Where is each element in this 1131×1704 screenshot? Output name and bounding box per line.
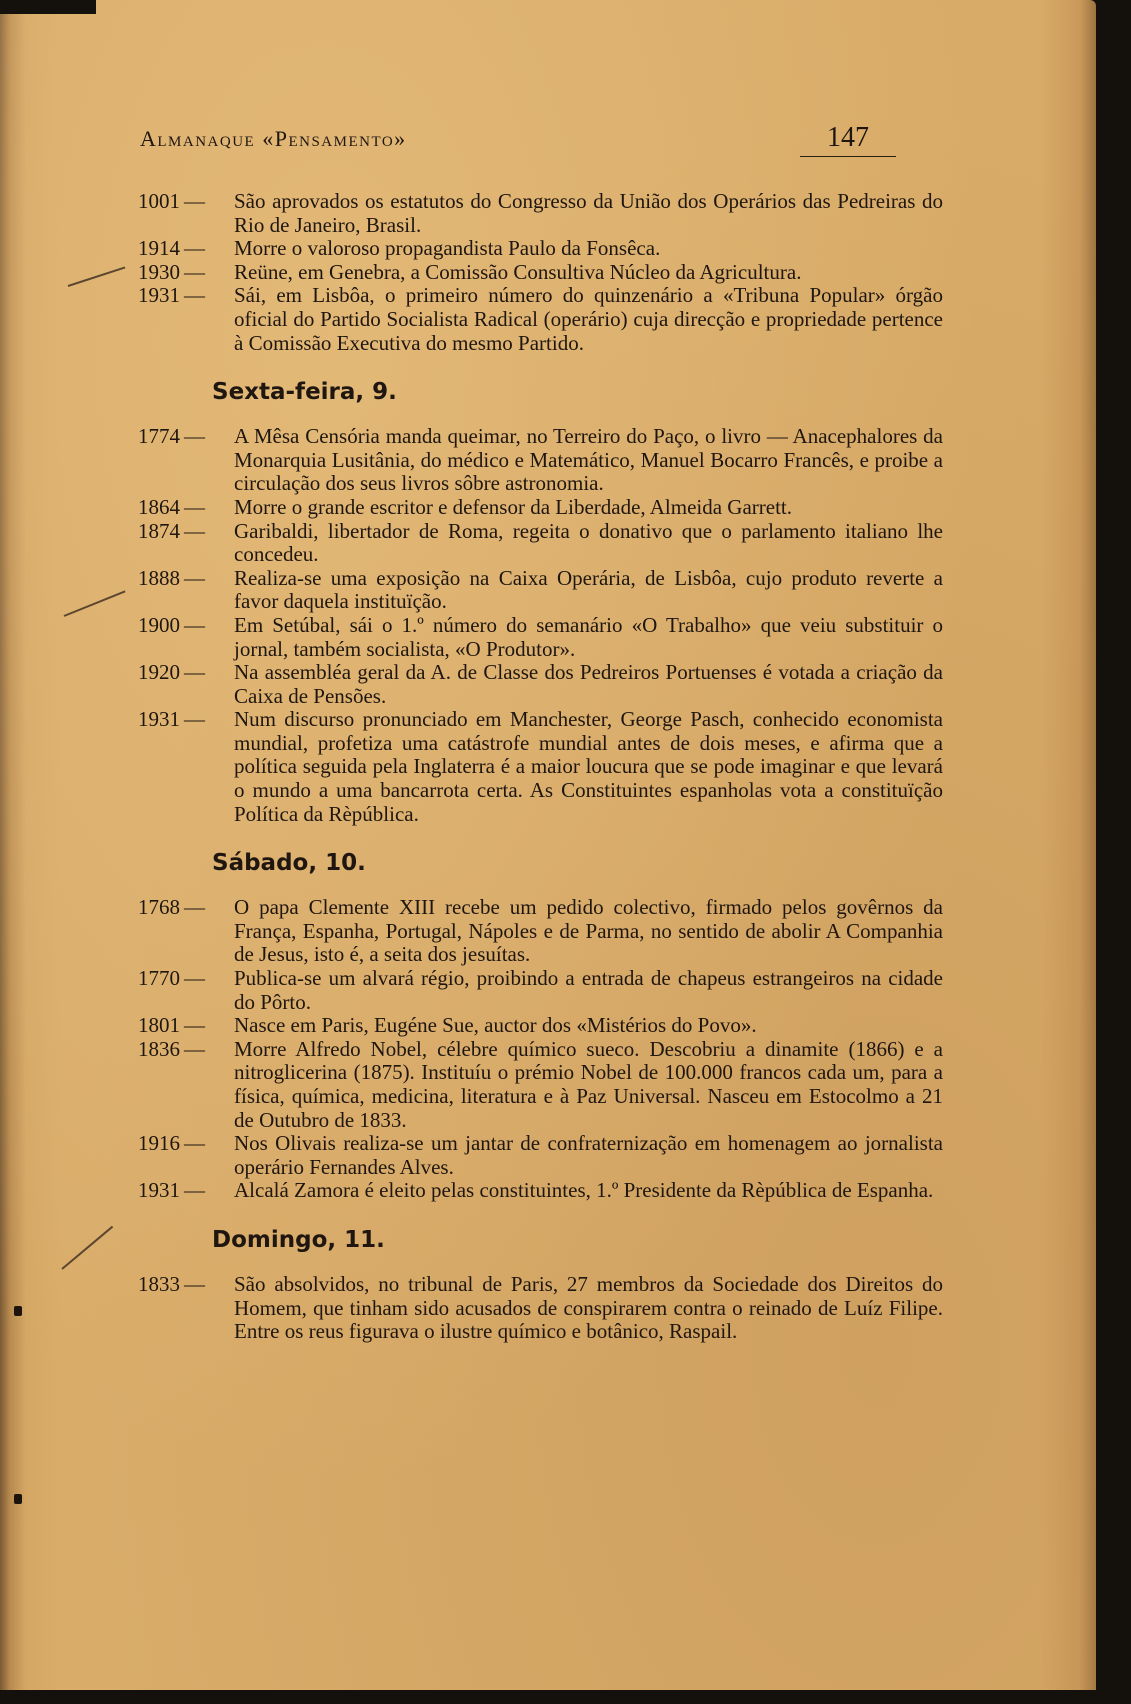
entry-year: 1001 <box>138 189 180 213</box>
entry-dash: — <box>184 518 205 543</box>
entry-year: 1770 <box>138 966 180 991</box>
running-title: Almanaque «Pensamento» <box>140 126 407 151</box>
entry-dash: — <box>184 1131 205 1156</box>
entry-text: Alcalá Zamora é eleito pelas constituintes, 1.º Presidente da Rèpública de Espanha. <box>234 1178 934 1203</box>
entry-text: Em Setúbal, sái o 1.º número do semanário «O Trabalho» que veiu substituir o jornal, também socialista, «O Produtor». <box>234 612 943 661</box>
day-heading: Sexta-feira, 9. <box>212 379 397 406</box>
page-content <box>138 190 943 1344</box>
chronology-entry <box>138 261 943 285</box>
entry-text: Nos Olivais realiza-se um jantar de confraternização em homenagem ao jornalista operário Fernandes Alves. <box>234 1131 943 1179</box>
day-heading: Domingo, 11. <box>212 1226 385 1253</box>
page-number: 147 <box>800 122 896 157</box>
binding-hole <box>14 1306 22 1316</box>
entry-dash: — <box>184 424 205 449</box>
entry-text: São absolvidos, no tribunal de Paris, 27 membros da Sociedade dos Direitos do Homem, que tinham sido acusados de conspirarem contra o reinado de Luíz Filipe. Entre os reus figurava o ilustre químico e botânico, Raspail. <box>234 1271 943 1344</box>
chronology-entry <box>138 520 943 567</box>
chronology-entry <box>138 284 943 355</box>
entry-year: 1836 <box>138 1036 180 1061</box>
entry-year: 1801 <box>138 1013 180 1038</box>
chronology-entry <box>138 1014 943 1038</box>
chronology-entry <box>138 496 943 520</box>
entry-year: 1916 <box>138 1131 180 1156</box>
entry-year: 1768 <box>138 895 180 920</box>
chronology-entry <box>138 896 943 967</box>
chronology-entry <box>138 237 943 261</box>
entry-year: 1931 <box>138 1178 180 1203</box>
chronology-entry <box>138 1273 943 1344</box>
entry-text: São aprovados os estatutos do Congresso da União dos Operários das Pedreiras do Rio de Janeiro, Brasil. <box>234 189 943 237</box>
entry-text: Garibaldi, libertador de Roma, regeita o donativo que o parlamento italiano lhe concedeu. <box>234 518 943 567</box>
chronology-entry <box>138 1132 943 1179</box>
entry-year: 1864 <box>138 494 180 519</box>
entry-year: 1900 <box>138 612 180 637</box>
chronology-entry <box>138 567 943 614</box>
entry-dash: — <box>184 660 205 685</box>
binding-hole <box>14 1494 22 1504</box>
chronology-entry <box>138 425 943 496</box>
scan-corner <box>0 0 96 14</box>
entry-dash: — <box>184 283 205 308</box>
entry-text: A Mêsa Censória manda queimar, no Terreiro do Paço, o livro — Anacephalores da Monarquia Lusitânia, do médico e Matemático, Manuel Bocarro Francês, e proibe a circulação dos seus livros sôbre astronomia. <box>234 424 943 496</box>
entry-year: 1930 <box>138 259 180 284</box>
entry-year: 1931 <box>138 707 180 732</box>
entry-text: Publica-se um alvará régio, proibindo a entrada de chapeus estrangeiros na cidade do Pôrto. <box>234 966 943 1014</box>
chronology-entry <box>138 708 943 826</box>
chronology-entry <box>138 190 943 237</box>
entry-dash: — <box>184 612 205 637</box>
entry-dash: — <box>184 565 205 590</box>
entry-dash: — <box>184 895 205 920</box>
pencil-mark <box>61 1226 113 1270</box>
entry-dash: — <box>184 1036 205 1061</box>
sections <box>138 190 943 1344</box>
entry-text: Num discurso pronunciado em Manchester, George Pasch, conhecido economista mundial, profetiza uma catástrofe mundial antes de dois meses, e afirma que a política seguida pela Inglaterra é a maior loucura que se pode imaginar e que levará o mundo a uma bancarrota certa. As Constituintes espanholas vota a constituïção Política da Rèpública. <box>234 707 943 826</box>
chronology-entry <box>138 1038 943 1132</box>
chronology-entry <box>138 614 943 661</box>
entry-year: 1833 <box>138 1271 180 1296</box>
entry-dash: — <box>184 966 205 991</box>
entry-year: 1874 <box>138 518 180 543</box>
entry-text: O papa Clemente XIII recebe um pedido colectivo, firmado pelos govêrnos da França, Espanha, Portugal, Nápoles e de Parma, no sentido de abolir A Companhia de Jesus, isto é, a seita dos jesuítas. <box>234 895 943 967</box>
entry-text: Morre o grande escritor e defensor da Liberdade, Almeida Garrett. <box>234 494 793 519</box>
entry-text: Nasce em Paris, Eugéne Sue, auctor dos «Mistérios do Povo». <box>234 1013 757 1038</box>
entry-text: Morre Alfredo Nobel, célebre químico sueco. Descobriu a dinamite (1866) e a nitroglicerina (1875). Instituíu o prémio Nobel de 100.000 francos cada um, para a física, química, medicina, literatura e à Paz Universal. Nasceu em Estocolmo a 21 de Outubro de 1833. <box>234 1036 943 1132</box>
entry-dash: — <box>184 707 205 732</box>
entry-dash: — <box>184 494 205 519</box>
entry-dash: — <box>184 1271 205 1296</box>
pencil-mark <box>68 267 126 287</box>
entry-dash: — <box>184 189 205 213</box>
entry-dash: — <box>184 259 205 284</box>
entry-text: Realiza-se uma exposição na Caixa Operária, de Lisbôa, cujo produto reverte a favor daquela instituïção. <box>234 565 943 614</box>
entry-year: 1920 <box>138 660 180 685</box>
entry-dash: — <box>184 236 205 261</box>
entry-dash: — <box>184 1178 205 1203</box>
entry-year: 1774 <box>138 424 180 449</box>
entry-dash: — <box>184 1013 205 1038</box>
day-heading: Sábado, 10. <box>212 850 366 877</box>
entry-year: 1914 <box>138 236 180 261</box>
pencil-mark <box>64 590 126 617</box>
chronology-entry <box>138 967 943 1014</box>
entry-year: 1888 <box>138 565 180 590</box>
entry-year: 1931 <box>138 283 180 308</box>
entry-text: Morre o valoroso propagandista Paulo da Fonsêca. <box>234 236 661 261</box>
entry-text: Reüne, em Genebra, a Comissão Consultiva Núcleo da Agricultura. <box>234 259 802 284</box>
chronology-entry <box>138 661 943 708</box>
entry-text: Sái, em Lisbôa, o primeiro número do quinzenário a «Tribuna Popular» órgão oficial do Partido Socialista Radical (operário) cuja direcção e propriedade pertence à Comissão Executiva do mesmo Partido. <box>234 283 943 355</box>
chronology-entry <box>138 1179 943 1203</box>
page-header <box>140 122 896 158</box>
entry-text: Na assembléa geral da A. de Classe dos Pedreiros Portuenses é votada a criação da Caixa de Pensões. <box>234 660 943 708</box>
